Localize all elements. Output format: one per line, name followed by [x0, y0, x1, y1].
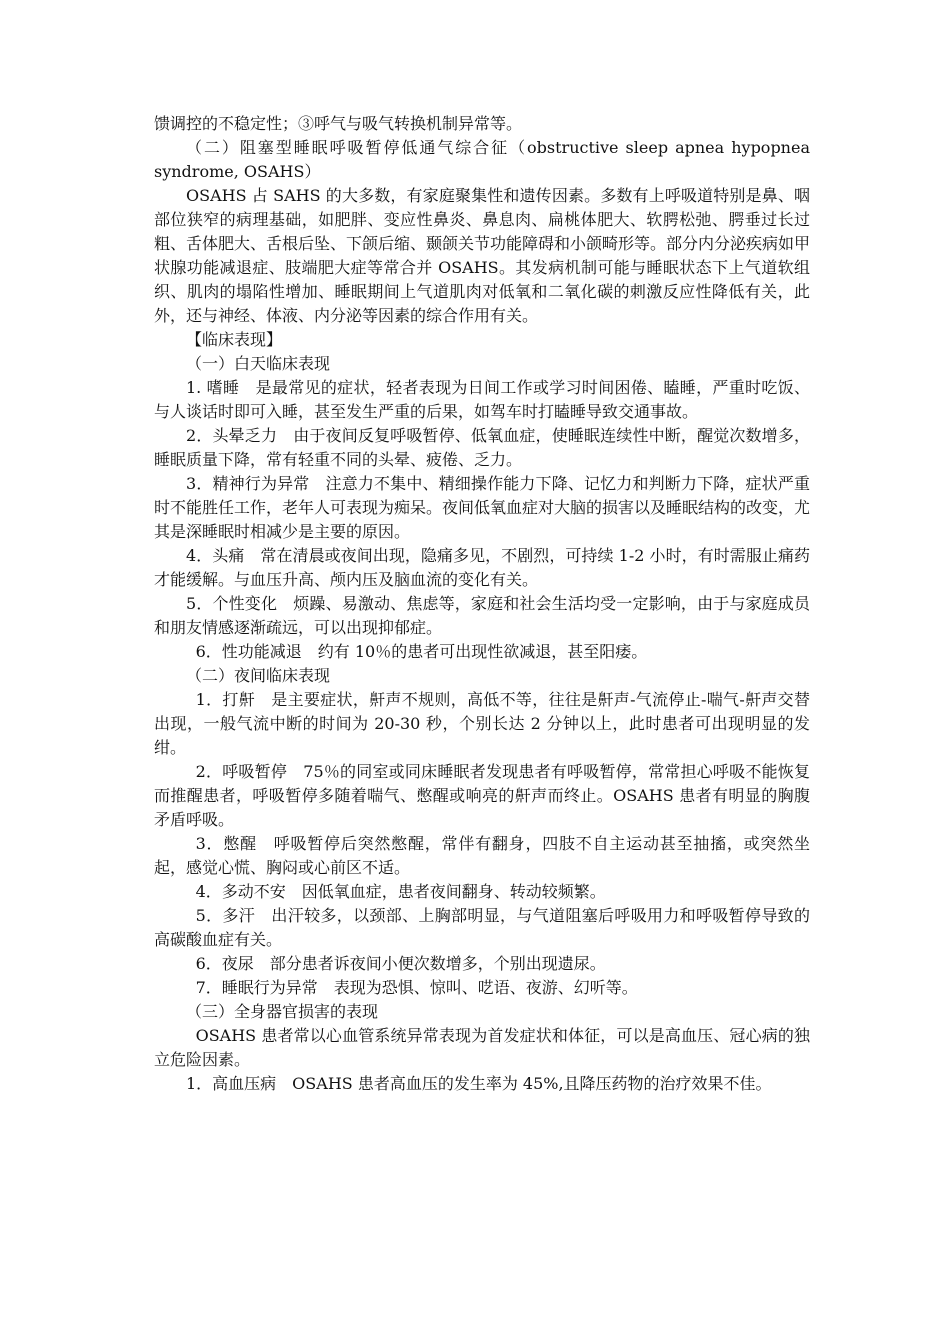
document-page: [154, 112, 810, 1096]
list-item: 1. 嗜睡 是最常见的症状，轻者表现为日间工作或学习时间困倦、瞌睡，严重时吃饭、与人谈话时即可入睡，甚至发生严重的后果，如驾车时打瞌睡导致交通事故。: [154, 378, 810, 421]
list-item: 2．呼吸暂停 75％的同室或同床睡眠者发现患者有呼吸暂停，常常担心呼吸不能恢复而推醒患者，呼吸暂停多随着喘气、憋醒或响亮的鼾声而终止。OSAHS 患者有明显的胸腹矛盾呼吸。: [154, 762, 810, 829]
list-item: 4．头痛 常在清晨或夜间出现，隐痛多见，不剧烈，可持续 1-2 小时，有时需服止痛药才能缓解。与血压升高、颅内压及脑血流的变化有关。: [154, 546, 810, 589]
list-item: 5．多汗 出汗较多，以颈部、上胸部明显，与气道阻塞后呼吸用力和呼吸暂停导致的高碳酸血症有关。: [154, 906, 810, 949]
list-item: 6．性功能减退 约有 10％的患者可出现性欲减退，甚至阳痿。: [195, 642, 648, 661]
paragraph: OSAHS 患者常以心血管系统异常表现为首发症状和体征，可以是高血压、冠心病的独立危险因素。: [154, 1026, 810, 1069]
list-item: 1．打鼾 是主要症状，鼾声不规则，高低不等，往往是鼾声-气流停止-喘气-鼾声交替出现，一般气流中断的时间为 20-30 秒，个别长达 2 分钟以上，此时患者可出现明显的发绀。: [154, 690, 810, 757]
list-item: 7．睡眠行为异常 表现为恐惧、惊叫、呓语、夜游、幻听等。: [195, 978, 638, 997]
subsection-heading-nighttime: （二）夜间临床表现: [186, 666, 331, 685]
subsection-heading-systemic: （三）全身器官损害的表现: [186, 1002, 379, 1021]
list-item: 4．多动不安 因低氧血症，患者夜间翻身、转动较频繁。: [195, 882, 606, 901]
subsection-heading-daytime: （一）白天临床表现: [186, 354, 331, 373]
list-item: 3．精神行为异常 注意力不集中、精细操作能力下降、记忆力和判断力下降，症状严重时不能胜任工作，老年人可表现为痴呆。夜间低氧血症对大脑的损害以及睡眠结构的改变，尤其是深睡眠时相减少是主要的原因。: [154, 474, 811, 541]
list-item: 3．憋醒 呼吸暂停后突然憋醒，常伴有翻身，四肢不自主运动甚至抽搐，或突然坐起，感觉心慌、胸闷或心前区不适。: [154, 834, 810, 877]
paragraph: OSAHS 占 SAHS 的大多数，有家庭聚集性和遗传因素。多数有上呼吸道特别是鼻、咽部位狭窄的病理基础，如肥胖、变应性鼻炎、鼻息肉、扁桃体肥大、软腭松弛、腭垂过长过粗、舌体肥大、舌根后坠、下颌后缩、颞颌关节功能障碍和小颌畸形等。部分内分泌疾病如甲状腺功能减退症、肢端肥大症等常合并 OSAHS。其发病机制可能与睡眠状态下上气道软组织、肌肉的塌陷性增加、睡眠期间上气道肌肉对低氧和二氧化碳的刺激反应性降低有关，此外，还与神经、体液、内分泌等因素的综合作用有关。: [154, 186, 811, 325]
subsection-heading-osahs: （二）阻塞型睡眠呼吸暂停低通气综合征（obstructive sleep apnea hypopnea syndrome, OSAHS）: [154, 138, 810, 181]
list-item: 1．高血压病 OSAHS 患者高血压的发生率为 45%,且降压药物的治疗效果不佳。: [186, 1074, 772, 1093]
list-item: 5．个性变化 烦躁、易激动、焦虑等，家庭和社会生活均受一定影响，由于与家庭成员和朋友情感逐渐疏远，可以出现抑郁症。: [154, 594, 810, 637]
paragraph: 馈调控的不稳定性；③呼气与吸气转换机制异常等。: [154, 114, 523, 133]
section-heading-clinical: 【临床表现】: [186, 330, 283, 349]
list-item: 2．头晕乏力 由于夜间反复呼吸暂停、低氧血症，使睡眠连续性中断，醒觉次数增多，睡眠质量下降，常有轻重不同的头晕、疲倦、乏力。: [154, 426, 810, 469]
list-item: 6．夜尿 部分患者诉夜间小便次数增多，个别出现遗尿。: [195, 954, 606, 973]
